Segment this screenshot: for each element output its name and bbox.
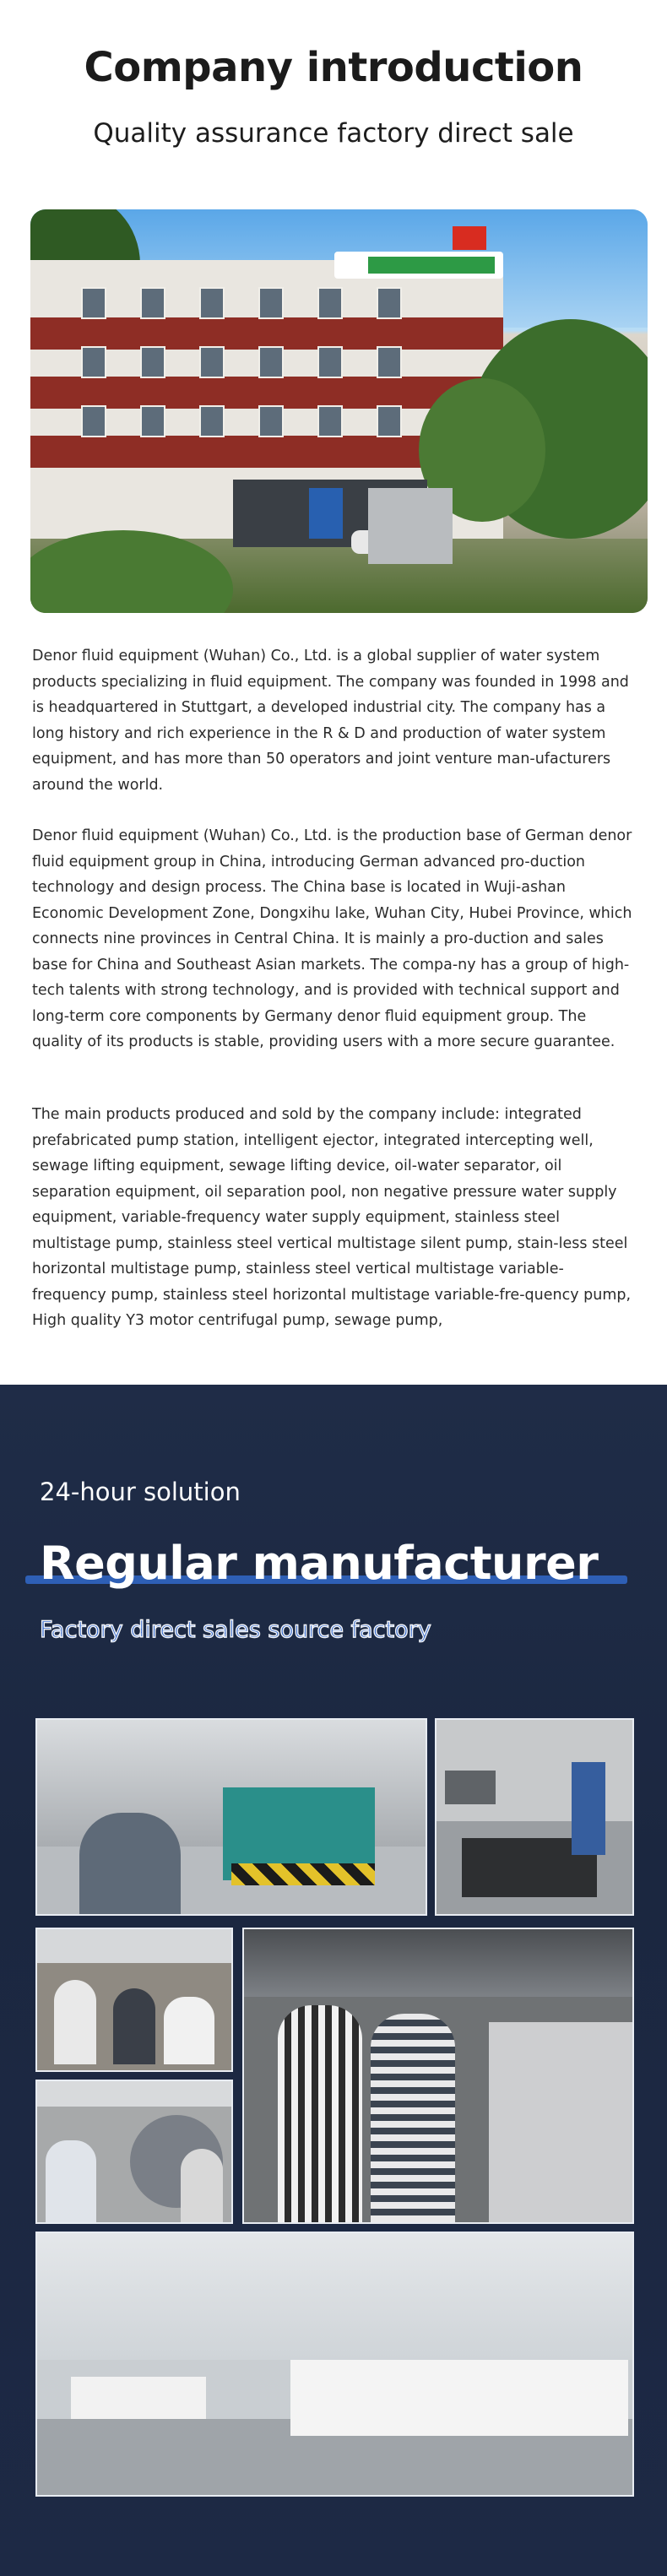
factory-building-photo <box>30 209 648 613</box>
flag <box>453 226 486 250</box>
company-logo-sign <box>368 257 495 274</box>
section-subtitle: Quality assurance factory direct sale <box>93 118 574 149</box>
team-meeting-photo-1 <box>35 1928 233 2072</box>
regular-manufacturer-section <box>0 1385 667 2576</box>
workshop-photo-machine <box>435 1718 634 1916</box>
team-meeting-photo-2 <box>35 2080 233 2224</box>
intro-paragraph-2: Denor fluid equipment (Wuhan) Co., Ltd. is the production base of German denor fluid equipment group in China, introducing German advanced pro-duction technology and design process. The China base is located in Wuji-ashan Economic Development Zone, Dongxihu lake, Wuhan City, Hubei Province, which connects nine provinces in Central China. It is mainly a pro-duction and sales base for China and Southeast Asian markets. The compa-ny has a group of high-tech talents with strong technology, and is provided with technical support and long-term core components by Germany denor fluid equipment group. The quality of its products is stable, providing users with a more secure guarantee. <box>32 827 632 1050</box>
kicker-text: 24-hour solution <box>40 1478 241 1506</box>
section-title: Company introduction <box>84 44 583 91</box>
team-visit-photo <box>242 1928 634 2224</box>
office-photo <box>35 2232 634 2497</box>
intro-paragraph-3: The main products produced and sold by the company include: integrated prefabricated pump station, intelligent ejector, integrated intercepting well, sewage lifting equipment, sewage lifting device, oil-water separator, oil separation equipment, oil separation pool, non negative pressure water supply equipment, variable-frequency water supply equipment, stainless steel multistage pump, stainless steel vertical multistage silent pump, stain-less steel horizontal multistage pump, stainless steel vertical multistage variable-frequency pump, stainless steel horizontal multistage variable-fre-quency pump, High quality Y3 motor centrifugal pump, sewage pump, <box>32 1106 632 1329</box>
tagline: Factory direct sales source factory <box>40 1617 431 1643</box>
banner-title: Regular manufacturer <box>40 1537 599 1590</box>
workshop-photo-worker <box>35 1718 427 1916</box>
intro-paragraph-1: Denor fluid equipment (Wuhan) Co., Ltd. is a global supplier of water system products specializing in fluid equipment. The company was founded in 1998 and is headquartered in Stuttgart, a developed industrial city. The company has a long history and rich experience in the R & D and production of water system equipment, and has more than 50 operators and joint venture man-ufacturers around the world. <box>32 648 629 794</box>
